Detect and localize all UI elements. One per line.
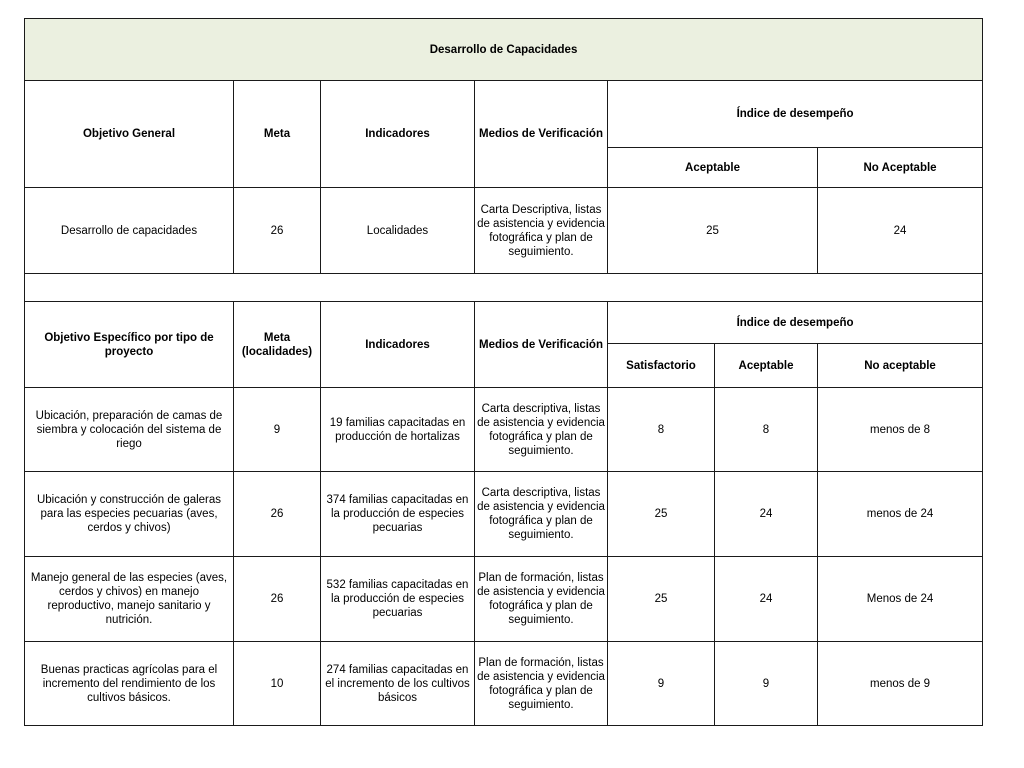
- cell-indicadores: 532 familias capacitadas en la producción de especies pecuarias: [321, 557, 475, 642]
- table-row: [25, 642, 983, 726]
- cell-satisfactorio: 9: [608, 642, 715, 726]
- header-objetivo-general: Objetivo General: [25, 81, 234, 188]
- cell-medios: Carta Descriptiva, listas de asistencia y evidencia fotográfica y plan de seguimiento.: [475, 188, 608, 274]
- cell-indicadores: Localidades: [321, 188, 475, 274]
- general-data-row: [25, 188, 983, 274]
- table-row: [25, 557, 983, 642]
- cell-aceptable: 24: [715, 557, 818, 642]
- cell-no-aceptable: Menos de 24: [818, 557, 983, 642]
- header-indicadores: Indicadores: [321, 81, 475, 188]
- cell-objetivo: Desarrollo de capacidades: [25, 188, 234, 274]
- cell-objetivo: Manejo general de las especies (aves, cerdos y chivos) en manejo reproductivo, manejo sanitario y nutrición.: [25, 557, 234, 642]
- title-row: [25, 19, 983, 81]
- table-row: [25, 388, 983, 472]
- cell-aceptable: 25: [608, 188, 818, 274]
- cell-indicadores: 19 familias capacitadas en producción de hortalizas: [321, 388, 475, 472]
- cell-indicadores: 374 familias capacitadas en la producción de especies pecuarias: [321, 472, 475, 557]
- spacer-cell: [25, 274, 983, 302]
- cell-indicadores: 274 familias capacitadas en el incremento de los cultivos básicos: [321, 642, 475, 726]
- cell-meta: 10: [234, 642, 321, 726]
- cell-objetivo: Buenas practicas agrícolas para el incremento del rendimiento de los cultivos básicos.: [25, 642, 234, 726]
- cell-medios: Plan de formación, listas de asistencia y evidencia fotográfica y plan de seguimiento.: [475, 642, 608, 726]
- header-aceptable: Aceptable: [715, 344, 818, 388]
- cell-satisfactorio: 8: [608, 388, 715, 472]
- header-satisfactorio: Satisfactorio: [608, 344, 715, 388]
- cell-medios: Carta descriptiva, listas de asistencia y evidencia fotográfica y plan de seguimiento.: [475, 388, 608, 472]
- cell-satisfactorio: 25: [608, 472, 715, 557]
- header-aceptable: Aceptable: [608, 148, 818, 188]
- spacer-row: [25, 274, 983, 302]
- cell-meta: 9: [234, 388, 321, 472]
- header-indice-desempeno: Índice de desempeño: [608, 302, 983, 344]
- header-indicadores: Indicadores: [321, 302, 475, 388]
- especifico-header-row: [25, 302, 983, 344]
- cell-objetivo: Ubicación, preparación de camas de siembra y colocación del sistema de riego: [25, 388, 234, 472]
- cell-medios: Plan de formación, listas de asistencia y evidencia fotográfica y plan de seguimiento.: [475, 557, 608, 642]
- table-row: [25, 472, 983, 557]
- cell-aceptable: 8: [715, 388, 818, 472]
- header-indice-desempeno: Índice de desempeño: [608, 81, 983, 148]
- capacities-table: [24, 18, 983, 726]
- cell-aceptable: 9: [715, 642, 818, 726]
- cell-no-aceptable: menos de 9: [818, 642, 983, 726]
- cell-objetivo: Ubicación y construcción de galeras para las especies pecuarias (aves, cerdos y chivos): [25, 472, 234, 557]
- cell-no-aceptable: 24: [818, 188, 983, 274]
- header-no-aceptable: No Aceptable: [818, 148, 983, 188]
- cell-medios: Carta descriptiva, listas de asistencia y evidencia fotográfica y plan de seguimiento.: [475, 472, 608, 557]
- general-header-row: [25, 81, 983, 148]
- header-medios-verificacion: Medios de Verificación: [475, 81, 608, 188]
- header-meta: Meta: [234, 81, 321, 188]
- table-title: Desarrollo de Capacidades: [25, 19, 983, 81]
- cell-meta: 26: [234, 472, 321, 557]
- cell-no-aceptable: menos de 8: [818, 388, 983, 472]
- cell-meta: 26: [234, 188, 321, 274]
- cell-meta: 26: [234, 557, 321, 642]
- cell-aceptable: 24: [715, 472, 818, 557]
- header-objetivo-especifico: Objetivo Específico por tipo de proyecto: [25, 302, 234, 388]
- cell-satisfactorio: 25: [608, 557, 715, 642]
- header-meta-localidades: Meta (localidades): [234, 302, 321, 388]
- header-no-aceptable: No aceptable: [818, 344, 983, 388]
- header-medios-verificacion: Medios de Verificación: [475, 302, 608, 388]
- cell-no-aceptable: menos de 24: [818, 472, 983, 557]
